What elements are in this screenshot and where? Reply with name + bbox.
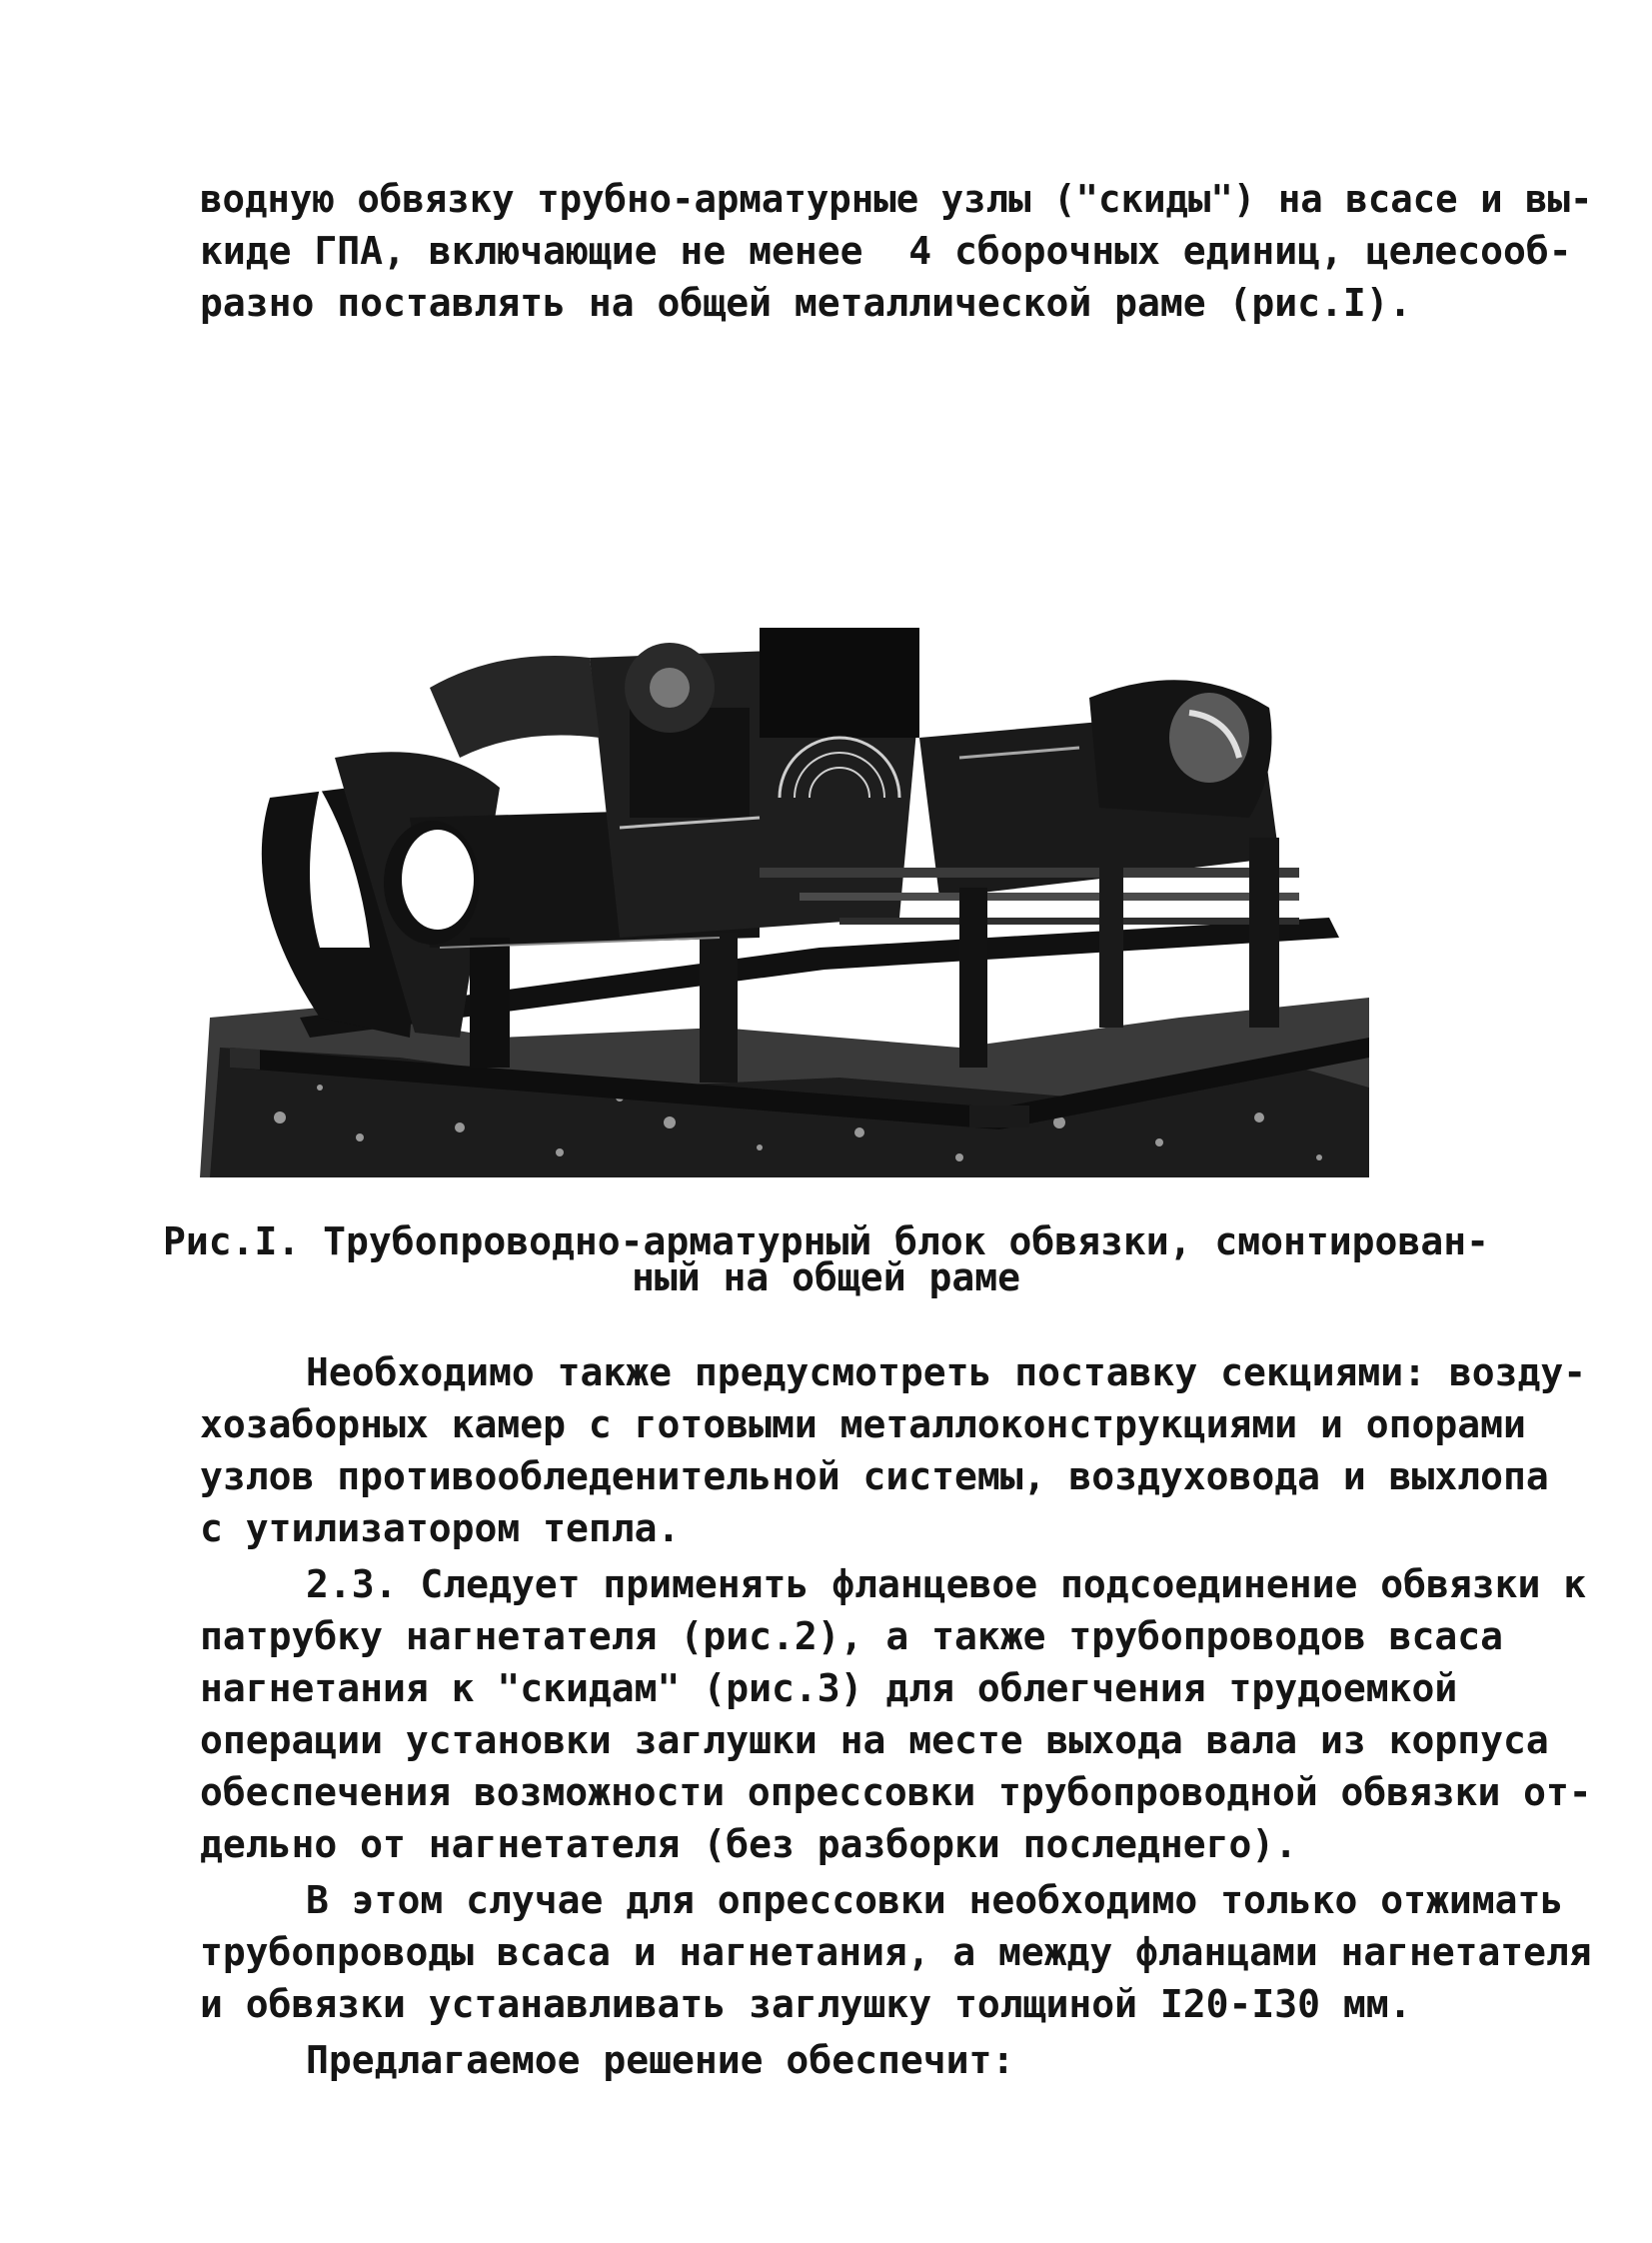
- body-line-2: хозаборных камер с готовыми металлоконструкциями и опорами: [200, 1402, 1526, 1446]
- body-line-14: Предлагаемое решение обеспечит:: [306, 2038, 1015, 2082]
- figure-caption-line-1: Рис.I. Трубопроводно-арматурный блок обвязки, смонтирован-: [163, 1219, 1489, 1263]
- body-line-11: В этом случае для опрессовки необходимо только отжимать: [306, 1878, 1564, 1922]
- body-line-8: операции установки заглушки на месте выхода вала из корпуса: [200, 1718, 1549, 1762]
- body-line-5: 2.3. Следует применять фланцевое подсоединение обвязки к: [306, 1562, 1587, 1606]
- body-line-7: нагнетания к "скидам" (рис.3) для облегчения трудоемкой: [200, 1666, 1458, 1710]
- body-line-3: узлов противообледенительной системы, воздуховода и выхлопа: [200, 1454, 1549, 1498]
- intro-line-3: разно поставлять на общей металлической раме (рис.I).: [200, 281, 1412, 325]
- body-line-12: трубопроводы всаса и нагнетания, а между фланцами нагнетателя: [200, 1930, 1592, 1974]
- pipe-block-photo: [200, 618, 1389, 1177]
- intro-line-2: киде ГПА, включающие не менее 4 сборочных единиц, целесооб-: [200, 229, 1572, 273]
- body-line-4: с утилизатором тепла.: [200, 1506, 681, 1550]
- figure-caption-line-2: ный на общей раме: [632, 1255, 1020, 1299]
- body-line-10: дельно от нагнетателя (без разборки последнего).: [200, 1822, 1298, 1866]
- body-line-9: обеспечения возможности опрессовки трубопроводной обвязки от-: [200, 1770, 1592, 1814]
- body-line-6: патрубку нагнетателя (рис.2), а также трубопроводов всаса: [200, 1614, 1504, 1658]
- body-line-13: и обвязки устанавливать заглушку толщиной I20-I30 мм.: [200, 1982, 1412, 2026]
- body-line-1: Необходимо также предусмотреть поставку секциями: возду-: [306, 1350, 1587, 1394]
- intro-line-1: водную обвязку трубно-арматурные узлы ("скиды") на всасе и вы-: [200, 177, 1593, 221]
